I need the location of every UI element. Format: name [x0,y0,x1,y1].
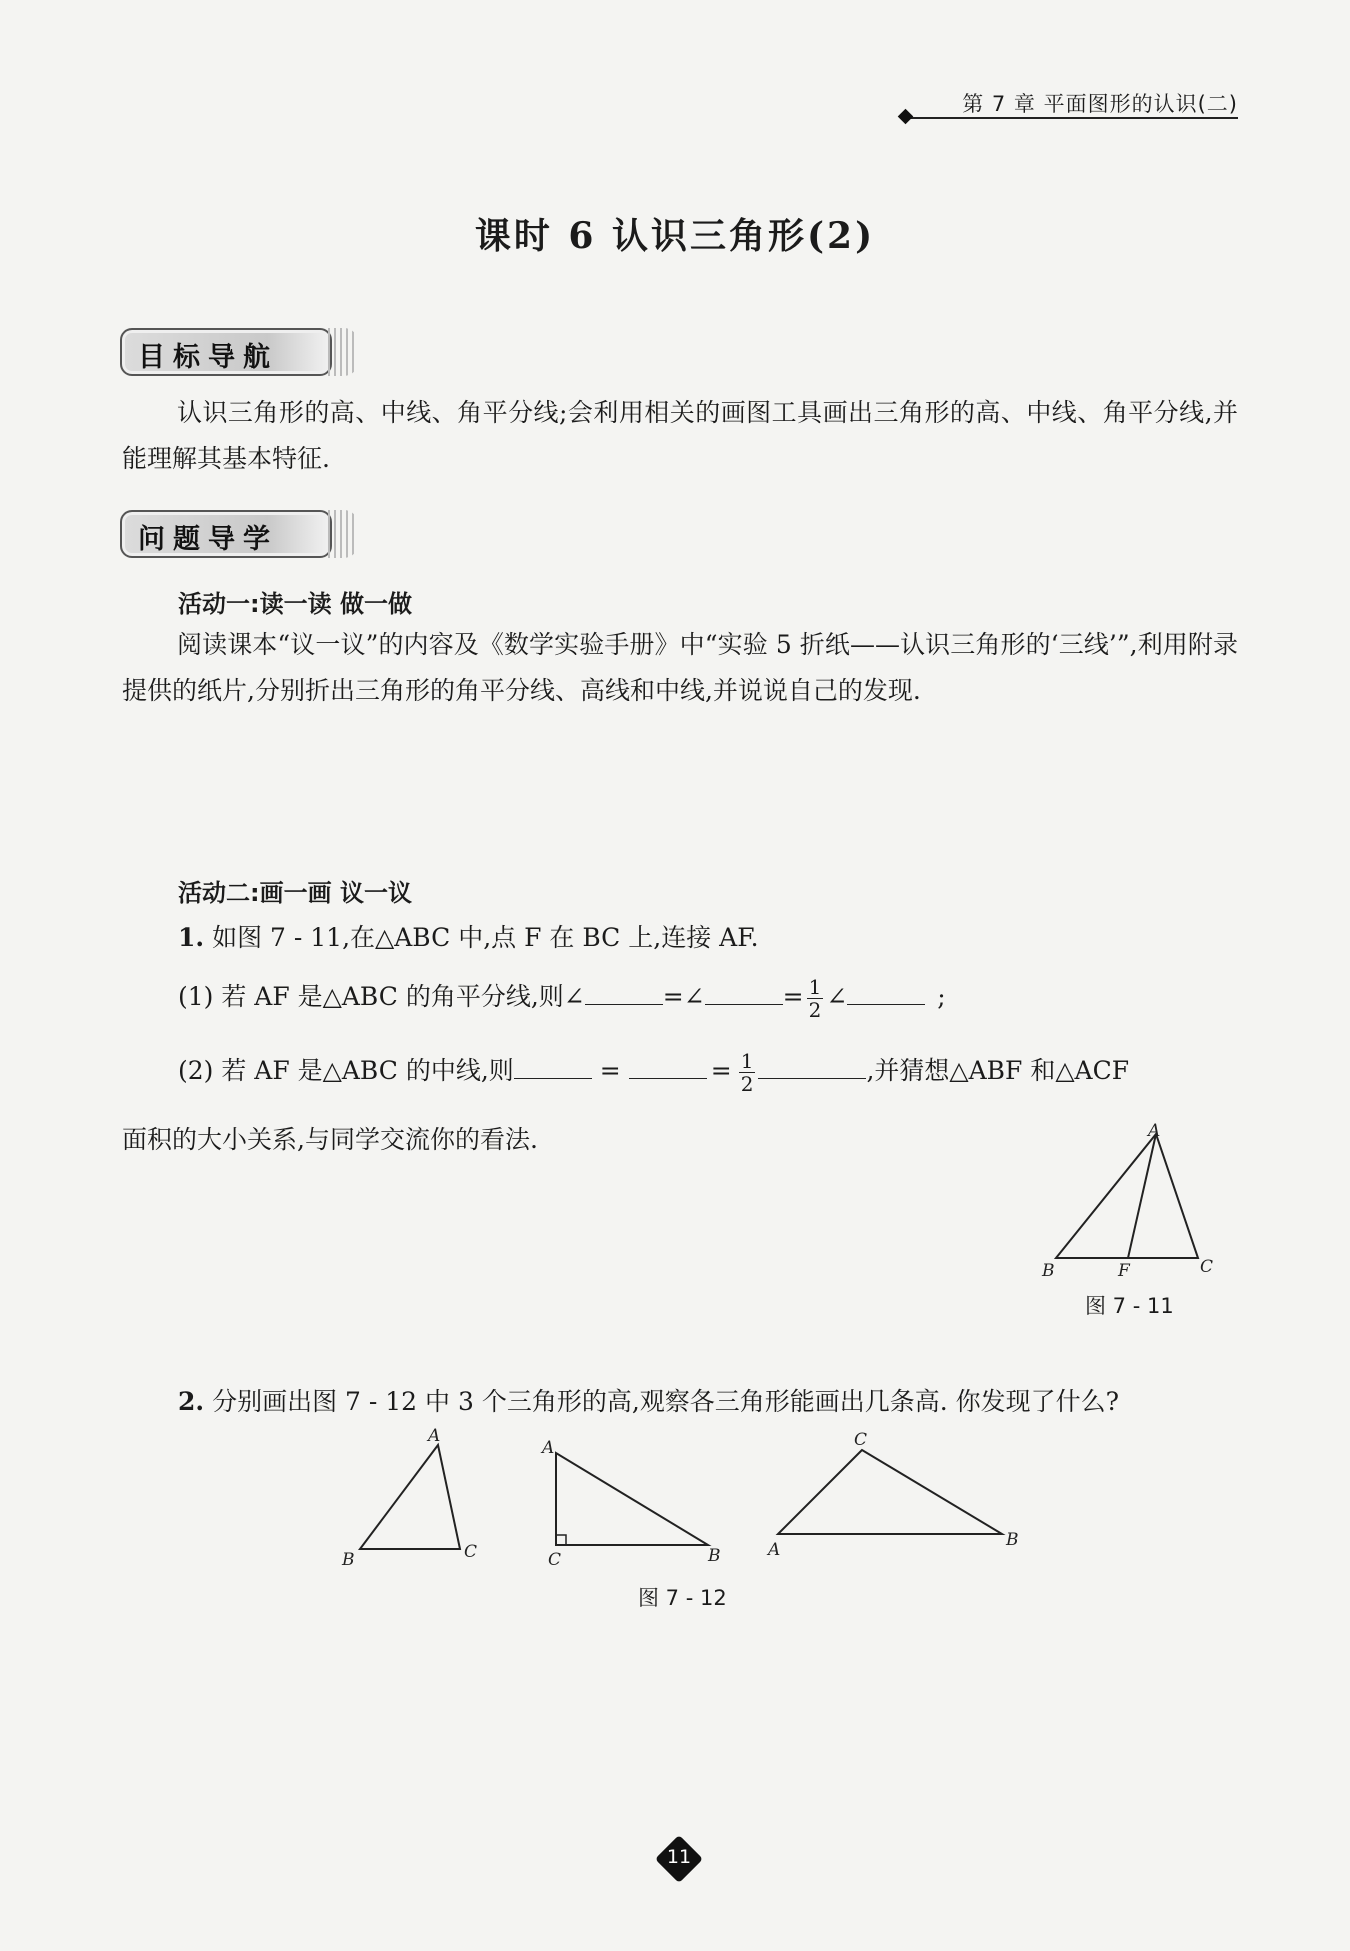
part2-prefix: (2) 若 AF 是△ABC 的中线,则 [178,1056,514,1085]
fraction-denominator: 2 [740,1072,754,1096]
question2 [178,1382,1119,1418]
answer-blank[interactable] [758,1058,866,1079]
answer-blank[interactable] [847,984,925,1005]
question1 [178,918,759,954]
answer-blank[interactable] [514,1058,592,1079]
figure-7-11-caption: 图 7 - 11 [1085,1294,1174,1318]
label-a: A [1148,1121,1161,1141]
page-number-badge [656,1836,702,1882]
fraction-numerator: 1 [808,975,822,999]
question1-part2 [178,1050,1129,1095]
problems-section-tag [120,510,332,558]
question1-number: 1. [178,923,205,952]
fraction-numerator: 1 [740,1049,754,1073]
tag-stripes [328,510,358,558]
answer-blank[interactable] [585,984,663,1005]
label-c: C [1200,1257,1214,1277]
tag-stripes [328,328,358,376]
header-rule [906,117,1238,119]
t1-label-a: A [428,1426,441,1446]
part1-eq2: = [782,982,804,1011]
t2-label-a: A [542,1438,555,1458]
part1-end: ; [937,982,946,1011]
question1-part1 [178,976,946,1021]
triangle-acute [360,1445,460,1549]
t3-label-c: C [854,1430,868,1450]
t3-label-a: A [768,1540,781,1560]
question2-text: 分别画出图 7 - 12 中 3 个三角形的高,观察各三角形能画出几条高. 你发现了什么? [212,1387,1120,1416]
figure-7-11 [1030,1120,1230,1285]
goal-tag-label: 目标导航 [138,342,278,373]
t1-label-b: B [342,1550,355,1570]
activity2-heading: 活动二:画一画 议一议 [178,879,412,907]
figure-7-12-caption: 图 7 - 12 [638,1586,727,1610]
goal-text: 认识三角形的高、中线、角平分线;会利用相关的画图工具画出三角形的高、中线、角平分线,并能理解其基本特征. [122,398,1238,473]
header-diamond-icon [898,109,914,125]
question2-number: 2. [178,1387,205,1416]
angle-symbol: ∠ [826,982,848,1011]
fraction-half [739,1050,756,1095]
answer-blank[interactable] [705,984,783,1005]
figure-7-12 [330,1425,1030,1575]
triangle-right [556,1453,708,1545]
fraction-half [807,976,824,1021]
lesson-title: 课时 6 认识三角形(2) [474,215,876,257]
activity1-text: 阅读课本“议一议”的内容及《数学实验手册》中“实验 5 折纸——认识三角形的‘三线’”,利用附录提供的纸片,分别折出三角形的角平分线、高线和中线,并说说自己的发现. [122,630,1238,705]
page-number: 11 [666,1846,692,1868]
part2-end: ,并猜想△ABF 和△ACF [866,1056,1130,1085]
triangle-obtuse [778,1450,1002,1534]
triangle-abc [1056,1134,1198,1258]
answer-blank[interactable] [629,1058,707,1079]
chapter-header: 第 7 章 平面图形的认识(二) [962,92,1238,116]
right-angle-mark [556,1535,566,1545]
problems-tag-label: 问题导学 [138,524,278,555]
question1-text: 如图 7 - 11,在△ABC 中,点 F 在 BC 上,连接 AF. [212,923,759,952]
t2-label-b: B [708,1546,721,1566]
t3-label-b: B [1006,1530,1019,1550]
part2-eq2: = [710,1056,732,1085]
part1-prefix: (1) 若 AF 是△ABC 的角平分线,则∠ [178,982,585,1011]
question1-part2-continued: 面积的大小关系,与同学交流你的看法. [122,1125,538,1154]
label-f: F [1118,1261,1130,1281]
t2-label-c: C [548,1550,562,1570]
part1-eq1: =∠ [662,982,705,1011]
fraction-denominator: 2 [808,998,822,1022]
activity1-heading: 活动一:读一读 做一做 [178,590,412,618]
part2-eq1: = [599,1056,621,1085]
label-b: B [1042,1261,1055,1281]
t1-label-c: C [464,1542,478,1562]
goal-section-tag [120,328,332,376]
